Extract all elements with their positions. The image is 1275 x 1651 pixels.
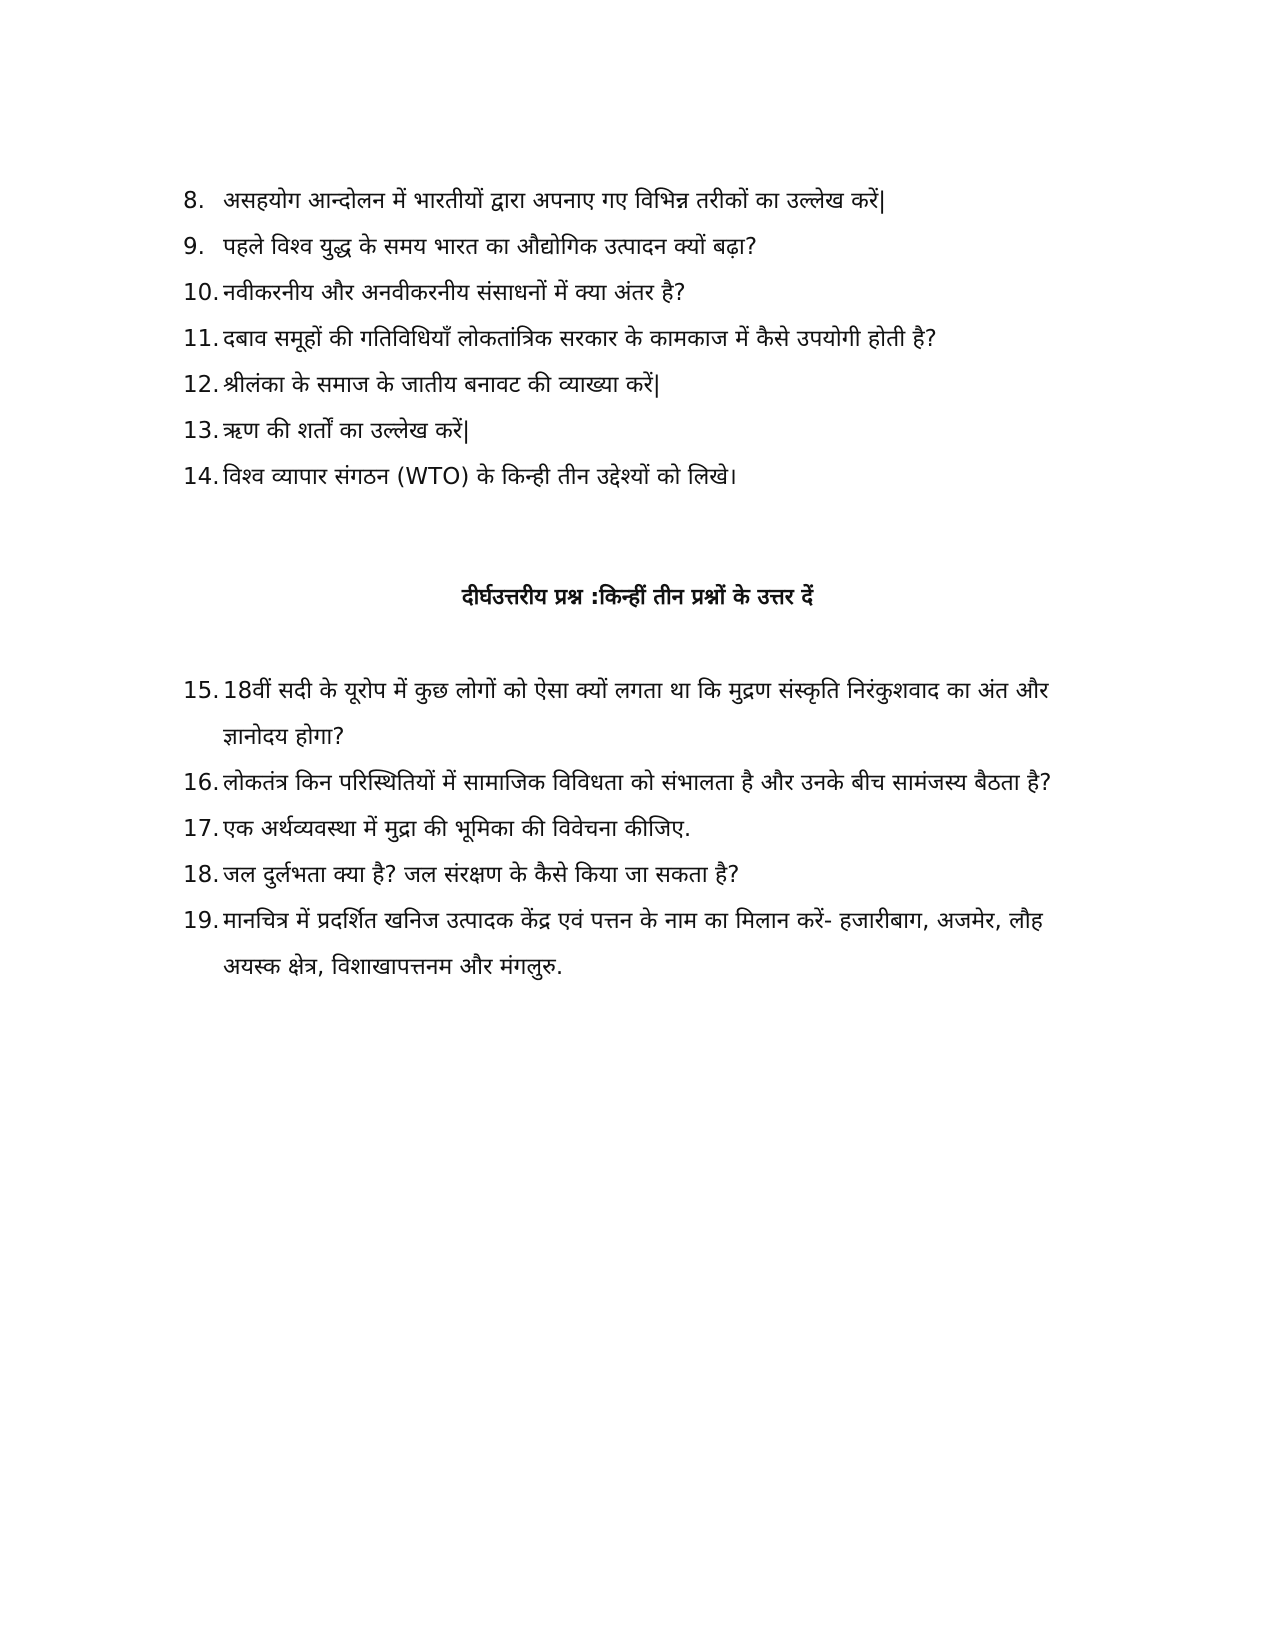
long-answer-question-list — [183, 668, 1123, 990]
question-text: पहले विश्व युद्ध के समय भारत का औद्योगिक उत्पादन क्यों बढ़ा? — [223, 234, 758, 260]
question-item — [183, 408, 1123, 454]
question-number: 9. — [183, 234, 205, 260]
question-text: मानचित्र में प्रदर्शित खनिज उत्पादक केंद्र एवं पत्तन के नाम का मिलान करें- हजारीबाग, अजमेर, लौह अयस्क क्षेत्र, विशाखापत्तनम और मंगलुरु. — [223, 908, 1043, 980]
question-number: 18. — [183, 862, 220, 888]
question-text: श्रीलंका के समाज के जातीय बनावट की व्याख्या करें| — [223, 372, 661, 398]
question-number: 12. — [183, 372, 220, 398]
question-item — [183, 454, 1123, 500]
question-number: 15. — [183, 678, 220, 704]
question-text: जल दुर्लभता क्या है? जल संरक्षण के कैसे किया जा सकता है? — [223, 862, 740, 888]
question-item — [183, 852, 1123, 898]
question-item — [183, 270, 1123, 316]
question-text: असहयोग आन्दोलन में भारतीयों द्वारा अपनाए गए विभिन्न तरीकों का उल्लेख करें| — [223, 188, 886, 214]
question-item — [183, 898, 1123, 990]
question-item — [183, 224, 1123, 270]
question-number: 16. — [183, 770, 220, 796]
question-item — [183, 362, 1123, 408]
question-number: 19. — [183, 908, 220, 934]
short-answer-question-list — [183, 178, 1123, 500]
section-heading: दीर्घउत्तरीय प्रश्न :किन्हीं तीन प्रश्नों के उत्तर दें — [461, 585, 814, 610]
question-number: 11. — [183, 326, 220, 352]
question-text: 18वीं सदी के यूरोप में कुछ लोगों को ऐसा क्यों लगता था कि मुद्रण संस्कृति निरंकुशवाद का अंत और ज्ञानोदय होगा? — [223, 678, 1049, 750]
question-number: 17. — [183, 816, 220, 842]
question-text: एक अर्थव्यवस्था में मुद्रा की भूमिका की विवेचना कीजिए. — [223, 816, 692, 842]
question-item — [183, 806, 1123, 852]
question-number: 14. — [183, 464, 220, 490]
question-number: 13. — [183, 418, 220, 444]
question-text: लोकतंत्र किन परिस्थितियों में सामाजिक विविधता को संभालता है और उनके बीच सामंजस्य बैठता है? — [223, 770, 1052, 796]
question-number: 10. — [183, 280, 220, 306]
question-text: नवीकरनीय और अनवीकरनीय संसाधनों में क्या अंतर है? — [223, 280, 686, 306]
question-item — [183, 760, 1123, 806]
question-item — [183, 316, 1123, 362]
question-text: दबाव समूहों की गतिविधियाँ लोकतांत्रिक सरकार के कामकाज में कैसे उपयोगी होती है? — [223, 326, 937, 352]
question-item — [183, 668, 1123, 760]
question-text: विश्व व्यापार संगठन (WTO) के किन्ही तीन उद्देश्यों को लिखे। — [223, 464, 737, 490]
question-number: 8. — [183, 188, 205, 214]
question-text: ऋण की शर्तों का उल्लेख करें| — [223, 418, 470, 444]
question-item — [183, 178, 1123, 224]
